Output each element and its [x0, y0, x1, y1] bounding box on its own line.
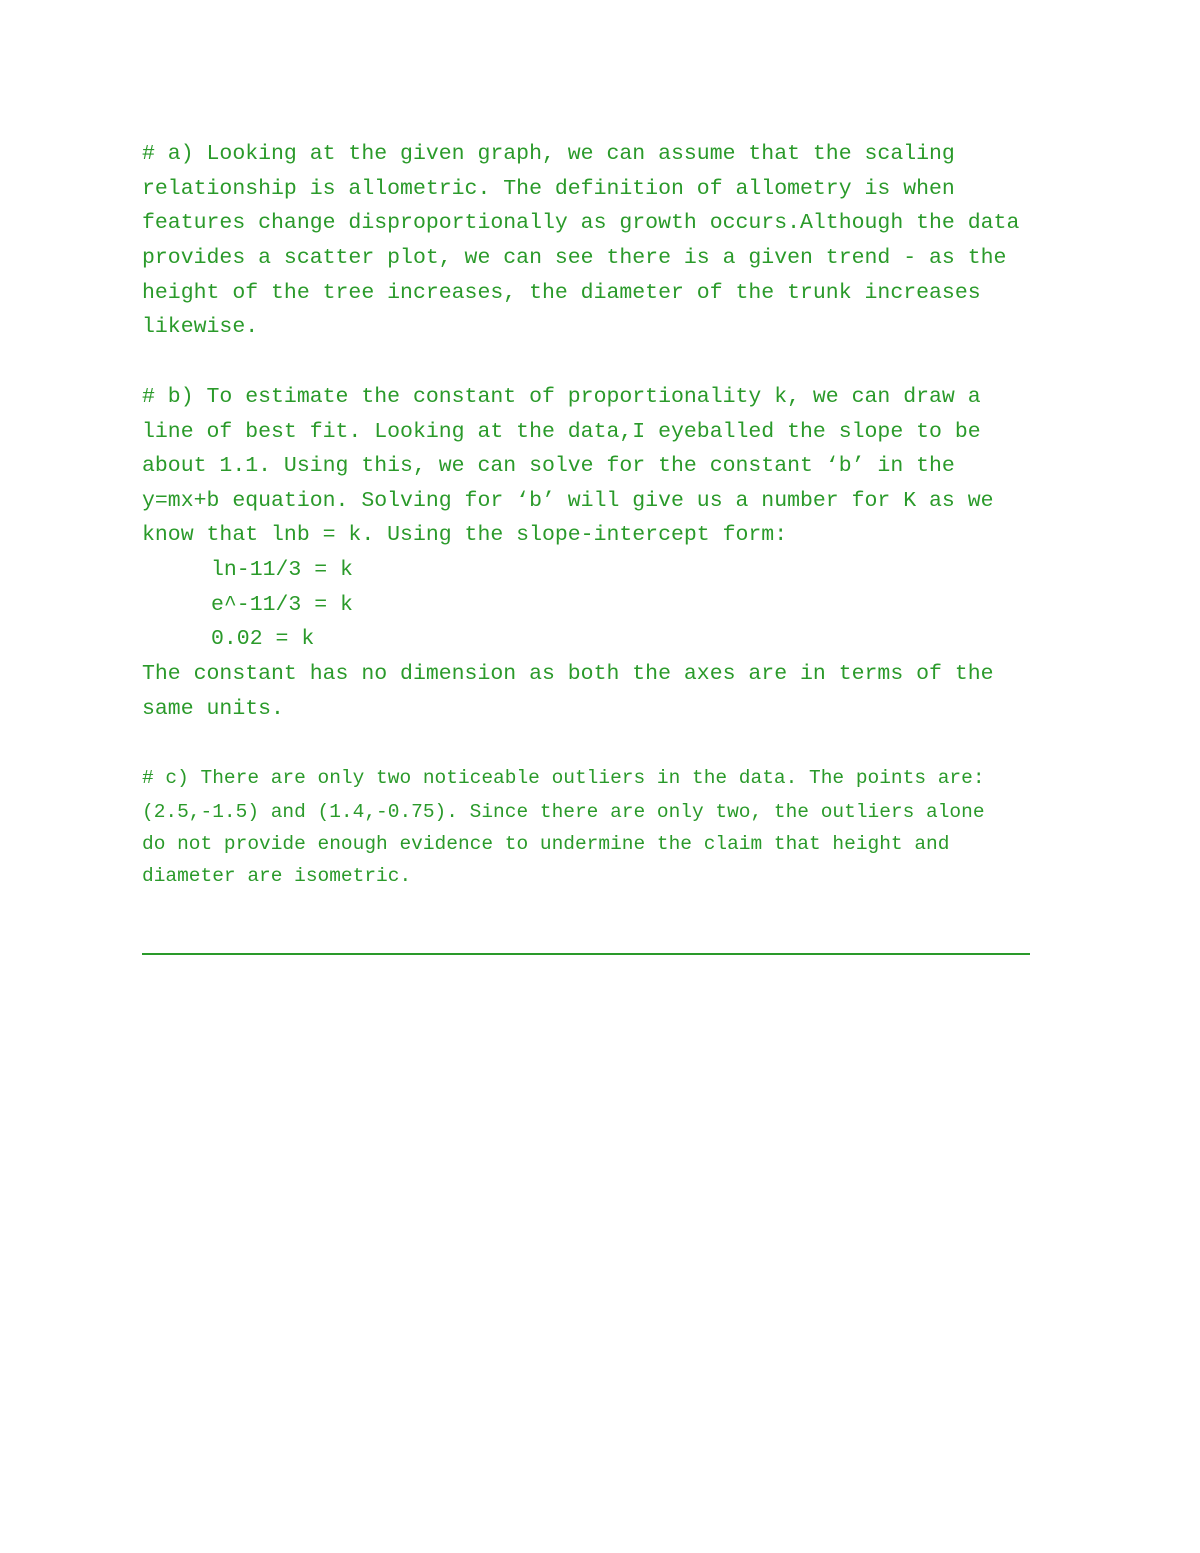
section-a-line: height of the tree increases, the diameter of the trunk increases [142, 281, 981, 305]
section-b-line: y=mx+b equation. Solving for ‘b’ will give us a number for K as we [142, 489, 994, 513]
horizontal-divider [142, 953, 1030, 955]
section-a-line: likewise. [142, 315, 259, 339]
section-b-line: line of best fit. Looking at the data,I eyeballed the slope to be [142, 420, 981, 444]
section-c-line: do not provide enough evidence to undermine the claim that height and [142, 833, 950, 855]
section-a-line: relationship is allometric. The definition of allometry is when [142, 177, 955, 201]
section-b-line: # b) To estimate the constant of proportionality k, we can draw a [142, 385, 981, 409]
section-a-line: provides a scatter plot, we can see there is a given trend - as the [142, 246, 1007, 270]
section-a-line: # a) Looking at the given graph, we can assume that the scaling [142, 142, 955, 166]
section-c-line: diameter are isometric. [142, 865, 412, 887]
section-a-line: features change disproportionally as growth occurs.Although the data [142, 211, 1020, 235]
equation-line: 0.02 = k [211, 627, 315, 651]
section-b-closing-line: The constant has no dimension as both the axes are in terms of the [142, 662, 994, 686]
section-b-closing-line: same units. [142, 697, 284, 721]
section-c-line: # c) There are only two noticeable outliers in the data. The points are: [142, 767, 985, 789]
section-b-line: know that lnb = k. Using the slope-intercept form: [142, 523, 788, 547]
equation-line: ln-11/3 = k [211, 558, 353, 582]
section-b-line: about 1.1. Using this, we can solve for the constant ‘b’ in the [142, 454, 955, 478]
equation-line: e^-11/3 = k [211, 593, 353, 617]
section-c-line: (2.5,-1.5) and (1.4,-0.75). Since there are only two, the outliers alone [142, 801, 985, 823]
